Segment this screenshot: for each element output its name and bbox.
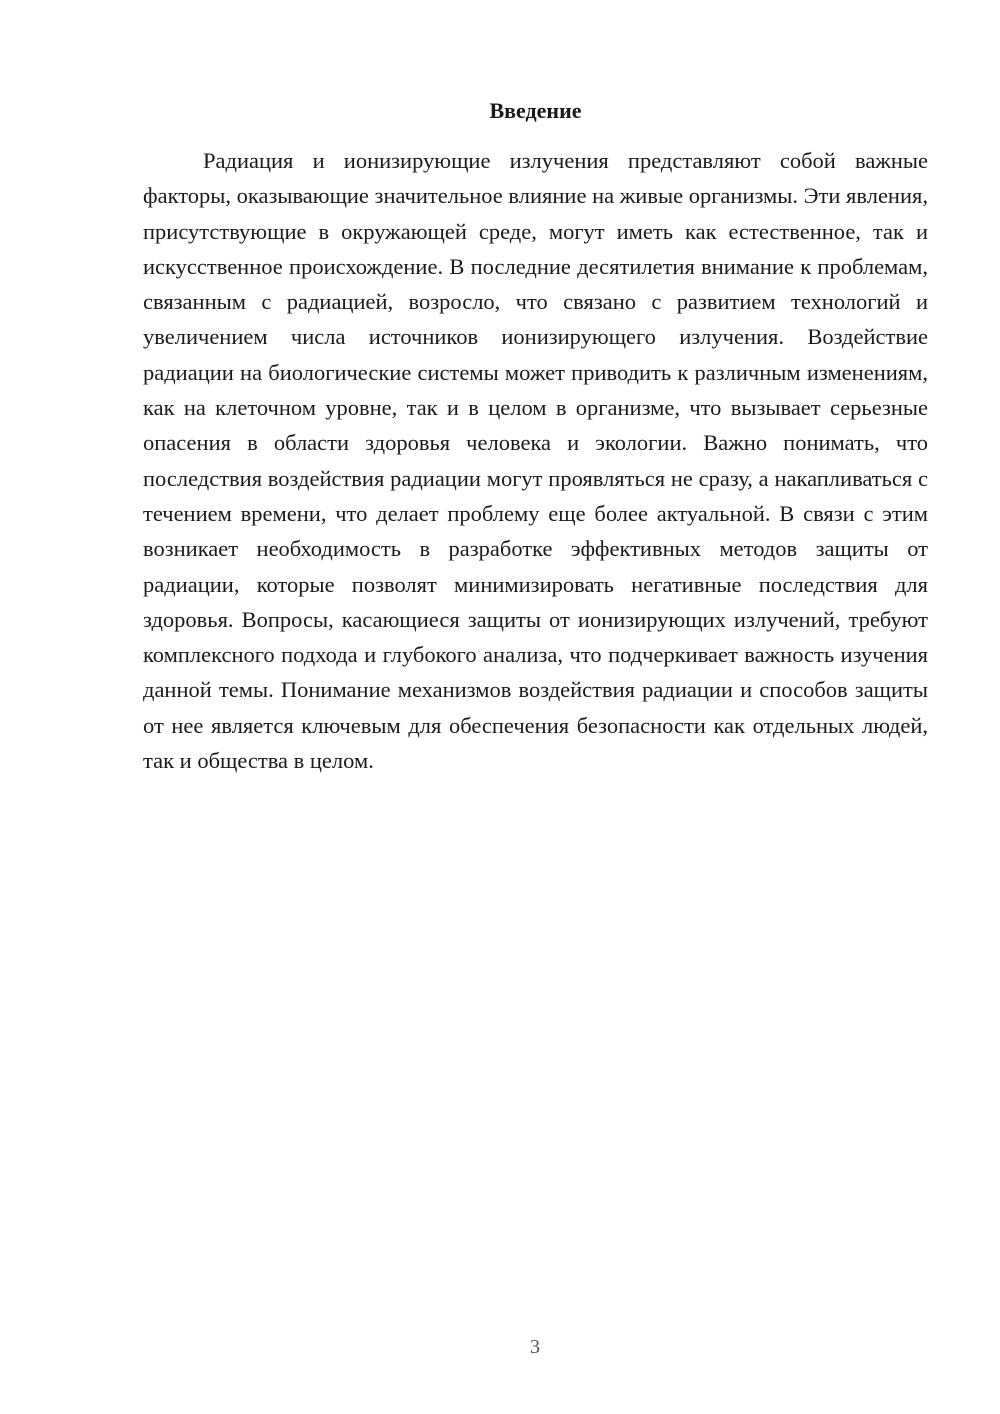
body-paragraph: Радиация и ионизирующие излучения представляют собой важные факторы, оказывающие значительное влияние на живые организмы. Эти явления, присутствующие в окружающей среде, могут иметь как естественное, так и искусственное происхождение. В последние десятилетия внимание к проблемам, связанным с радиацией, возросло, что связано с развитием технологий и увеличением числа источников ионизирующего излучения. Воздействие радиации на биологические системы может приводить к различным изменениям, как на клеточном уровне, так и в целом в организме, что вызывает серьезные опасения в области здоровья человека и экологии. Важно понимать, что последствия воздействия радиации могут проявляться не сразу, а накапливаться с течением времени, что делает проблему еще более актуальной. В связи с этим возникает необходимость в разработке эффективных методов защиты от радиации, которые позволят минимизировать негативные последствия для здоровья. Вопросы, касающиеся защиты от ионизирующих излучений, требуют комплексного подхода и глубокого анализа, что подчеркивает важность изучения данной темы. Понимание механизмов воздействия радиации и способов защиты от нее является ключевым для обеспечения безопасности как отдельных людей, так и общества в целом. <box>143 148 928 774</box>
page-number: 3 <box>530 1336 540 1358</box>
section-heading: Введение <box>489 98 582 123</box>
